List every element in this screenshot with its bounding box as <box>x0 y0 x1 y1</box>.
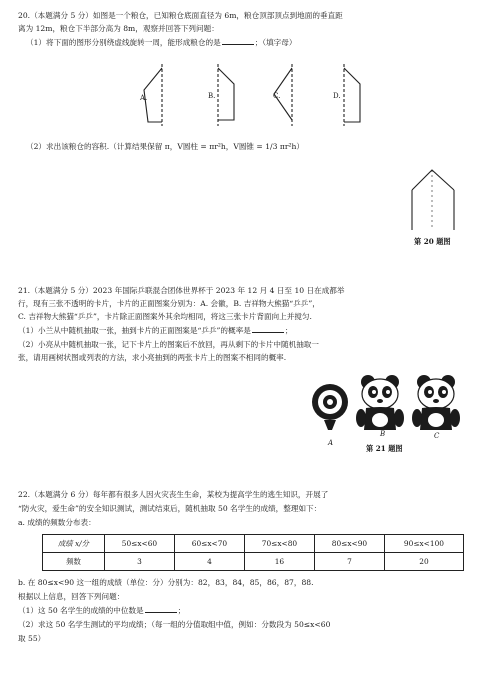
q21-part1-text: （1）小兰从中随机抽取一张，抽到卡片的正面图案是“乒乒”的概率是 <box>18 326 251 335</box>
table-row <box>43 553 464 571</box>
q20-option-b-figure <box>218 64 234 126</box>
table-header-cell: 成绩 x/分 <box>43 535 105 553</box>
table-header-cell: 80≤x<90 <box>314 535 384 553</box>
q21-part2-line1: （2）小亮从中随机抽取一张，记下卡片上的图案后不放回，再从剩下的卡片中随机抽取一 <box>18 340 319 349</box>
q20-option-c-label: C. <box>273 92 281 100</box>
table-header-cell: 70≤x<80 <box>244 535 314 553</box>
card-a-label: A <box>328 439 334 447</box>
q22-stem-line1: 22.（本题满分 6 分）每年都有很多人因火灾丧生生命，某校为提高学生的逃生知识，开展了 <box>18 490 329 499</box>
table-row-label: 频数 <box>43 553 105 571</box>
q20-option-d-figure <box>344 64 360 126</box>
table-header-cell: 60≤x<70 <box>174 535 244 553</box>
q22-stem-line2: “防火灾，爱生命”的安全知识测试，测试结束后，随机抽取 50 名学生的成绩，整理如下： <box>18 504 322 513</box>
q20-option-b-label: B. <box>208 92 216 100</box>
q20-figure-caption: 第 20 题图 <box>414 237 451 246</box>
q22-intro: 根据以上信息，回答下列问题： <box>18 592 125 601</box>
card-c-label: C <box>434 432 440 440</box>
q21-stem-line3: C. 吉祥物大熊猫“乒乒”，卡片除正面图案外其余均相同，将这三张卡片背面向上并搅匀. <box>18 312 312 321</box>
q20-option-figures <box>130 62 380 130</box>
table-cell: 7 <box>314 553 384 571</box>
frequency-table <box>42 534 464 571</box>
q21-cards-figure <box>308 370 468 438</box>
table-cell: 3 <box>104 553 174 571</box>
q22-part2-line2: 取 55） <box>18 634 46 643</box>
card-b-panda <box>356 375 404 430</box>
q22-part2-line1: （2）求这 50 名学生测试的平均成绩；（每一组的分值取组中值，例如：分数段为 50≤x<60 <box>18 620 331 629</box>
q22-part1-end: ； <box>177 606 186 615</box>
q22-part1-answer-blank[interactable] <box>145 605 177 613</box>
table-cell: 4 <box>174 553 244 571</box>
q22-a-label: a. 成绩的频数分布表： <box>18 518 96 527</box>
q21-part2-line2: 张，请用画树状图或列表的方法，求小亮抽到的两张卡片上的图案不相同的概率. <box>18 353 287 362</box>
q22-b-line: b. 在 80≤x<90 这一组的成绩（单位：分）分别为：82，83，84，85，86，87，88. <box>18 578 314 587</box>
q20-part1-answer-blank[interactable] <box>222 37 254 45</box>
q20-option-d-label: D. <box>333 92 341 100</box>
q22-part1 <box>18 605 464 616</box>
card-b-label: B <box>380 430 386 438</box>
q21-stem-line1: 21.（本题满分 5 分）2023 年国际乒联混合团体世界杯于 2023 年 12 月 4 日至 10 日在成都举 <box>18 286 345 295</box>
q20-stem-line2: 离为 12m，粮仓下半部分高为 8m，观察并回答下列问题： <box>18 24 219 33</box>
q20-option-a-label: A. <box>140 94 148 102</box>
q20-part1-suffix: ；（填字母） <box>254 38 297 47</box>
q20-part1-text: （1）将下面的图形分别绕虚线旋转一周，能形成粮仓的是 <box>26 38 221 47</box>
granary-figure <box>398 168 468 238</box>
q21-stem-line2: 行，现有三张不透明的卡片，卡片的正面图案分别为：A. 会徽，B. 吉祥物大熊猫“乒乒”， <box>18 299 320 308</box>
q22-part1-text: （1）这 50 名学生的成绩的中位数是 <box>18 606 144 615</box>
q21-part1-end: ； <box>284 326 293 335</box>
table-cell: 16 <box>244 553 314 571</box>
table-header-cell: 90≤x<100 <box>384 535 463 553</box>
card-c-panda <box>412 375 460 430</box>
table-row <box>43 535 464 553</box>
q20-part1 <box>26 37 472 48</box>
table-cell: 20 <box>384 553 463 571</box>
q20-part2: （2）求出该粮仓的容积.（计算结果保留 π，V圆柱 = πr²h，V圆锥 = 1/3 πr²h） <box>26 142 304 151</box>
q20-stem-line1: 20.（本题满分 5 分）如图是一个粮仓，已知粮仓底面直径为 6m，粮仓顶部顶点到地面的垂直距 <box>18 11 343 20</box>
table-header-cell: 50≤x<60 <box>104 535 174 553</box>
q21-part1 <box>18 325 464 336</box>
card-a-emblem <box>312 384 348 430</box>
q21-figure-caption: 第 21 题图 <box>366 444 403 453</box>
q21-part1-answer-blank[interactable] <box>252 325 284 333</box>
